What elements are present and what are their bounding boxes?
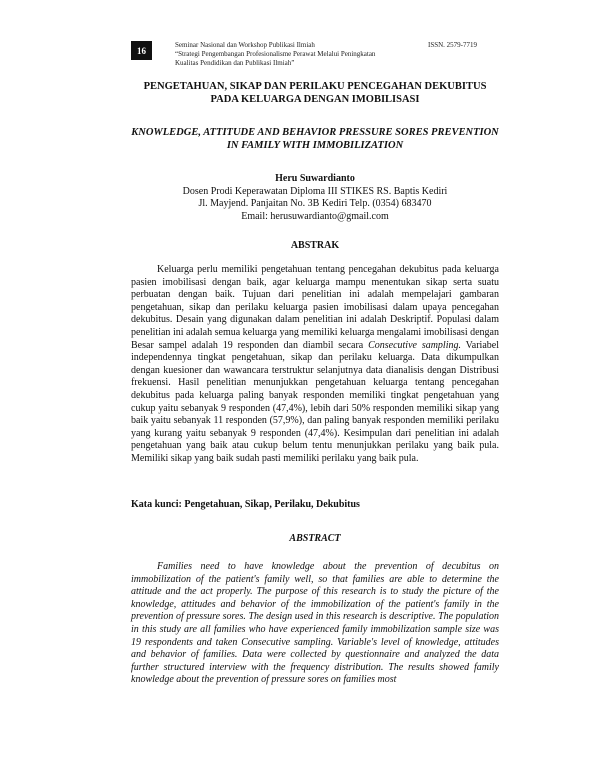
abstrak-body bbox=[131, 264, 499, 466]
author-address: Jl. Mayjend. Panjaitan No. 3B Kediri Telp. (0354) 683470 bbox=[198, 198, 432, 209]
header-line-3: Kualitas Pendidikan dan Publikasi Ilmiah” bbox=[175, 59, 295, 67]
author-email: Email: herusuwardianto@gmail.com bbox=[241, 210, 389, 222]
paper-title-english: KNOWLEDGE, ATTITUDE AND BEHAVIOR PRESSURE SORES PREVENTION IN FAMILY WITH IMMOBILIZATION bbox=[131, 127, 499, 151]
author-affiliation: Dosen Prodi Keperawatan Diploma III STIKES RS. Baptis Kediri bbox=[182, 185, 448, 197]
abstract-heading: ABSTRACT bbox=[289, 533, 341, 544]
author-name: Heru Suwardianto bbox=[275, 173, 355, 184]
paper-title: PENGETAHUAN, SIKAP DAN PERILAKU PENCEGAHAN DEKUBITUS PADA KELUARGA DENGAN IMOBILISASI bbox=[143, 81, 487, 105]
abstrak-heading: ABSTRAK bbox=[290, 240, 340, 251]
abstract-body: Families need to have knowledge about the prevention of decubitus on immobilization of the patient's family well, so that families are able to determine the attitude and the act properly. The purpose of this research is to study the picture of the knowledge, attitudes and behavior of the immobilization of the patient's family in the prevention of pressure sores. The design used in this research is descriptive. The population in this study are all families who have experienced family immobilization sample size was 19 respondents and taken Consecutive sampling. Variable's level of knowledge, attitudes and behavior of families. Data were collected by questionnaire and analyzed the data further structured interview with the frequency distribution. The results showed family knowledge about the prevention of pressure sores on families most bbox=[131, 561, 499, 686]
abstrak-text-1: Keluarga perlu memiliki pengetahuan tentang pencegahan dekubitus pada keluarga pasien imobilisasi dengan baik, agar keluarga mampu menentukan sikap serta suatu perbuatan dengan baik. Tujuan dari penelitian ini adalah mempelajari gambaran pengetahuan, sikap dan perilaku keluarga pasien imobilisasi dalam upaya pencegahan dekubitus. Desain yang digunakan dalam penelitian ini adalah Deskriptif. Populasi dalam penelitian ini adalah semua keluarga yang memiliki keluarga mengalami imobilisasi dengan Besar sampel adalah 19 responden dan diambil secara bbox=[131, 264, 499, 351]
header-line-1: Seminar Nasional dan Workshop Publikasi Ilmiah bbox=[175, 41, 315, 49]
header-line-2: “Strategi Pengembangan Profesionalisme Perawat Melalui Peningkatan bbox=[175, 50, 376, 58]
abstrak-text-italic: Consecutive sampling. bbox=[368, 339, 461, 351]
issn: ISSN. 2579-7719 bbox=[428, 41, 478, 49]
page-number: 16 bbox=[131, 41, 152, 60]
abstrak-text-2: Variabel independennya tingkat pengetahuan, sikap dan perilaku keluarga. Data dikumpulkan dengan kuesioner dan wawancara terstruktur selanjutnya data dianalisis dengan Distribusi frekuensi. Hasil penelitian menunjukkan pengetahuan keluarga tentang pencegahan dekubitus pada keluarga paling banyak responden memiliki tingkat pengetahuan yang cukup yaitu sebanyak 9 responden (47,4%), lebih dari 50% responden memiliki sikap yang baik yaitu sebanyak 11 responden (57,9%), dan paling banyak responden memiliki perilaku yang kurang yaitu sebanyak 9 responden (47,4%). Kesimpulan dari penelitian ini adalah pengetahuan yang baik atau cukup belum tentu menunjukkan perilaku yang baik pula. Memiliki sikap yang baik sudah pasti memiliki perilaku yang baik pula. bbox=[131, 339, 499, 464]
author-block bbox=[131, 173, 499, 223]
keywords: Kata kunci: Pengetahuan, Sikap, Perilaku, Dekubitus bbox=[131, 499, 360, 510]
